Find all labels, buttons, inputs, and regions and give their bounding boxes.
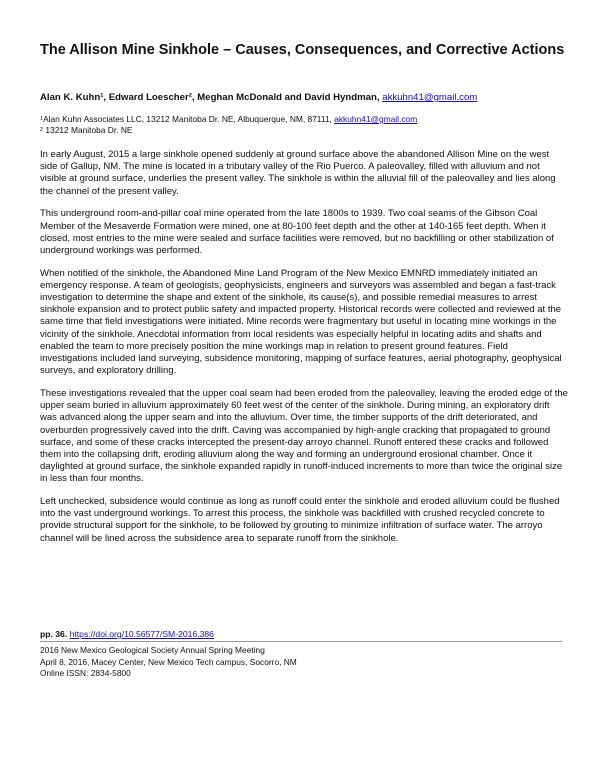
affiliations: [40, 114, 417, 136]
paper-title: The Allison Mine Sinkhole – Causes, Consequences, and Corrective Actions: [40, 42, 565, 58]
paragraph-1: In early August, 2015 a large sinkhole opened suddenly at ground surface above the abandoned Allison Mine on the west side of Gallup, NM. The mine is located in a tributary valley of the Rio Puerco. A paleovalley, filled with alluvium and not visible at ground surface, underlies the present valley. The sinkhole is within the alluvial fill of the paleovalley and lies along the channel of the present valley.: [40, 149, 556, 197]
author-line: Alan K. Kuhn¹, Edward Loescher², Meghan McDonald and David Hyndman, akkuhn41@gmail.com: [40, 92, 478, 103]
affiliation-1-text: Alan Kuhn Associates LLC, 13212 Manitoba Dr. NE, Albuquerque, NM, 87111,: [43, 114, 335, 124]
paragraph-3: When notified of the sinkhole, the Abandoned Mine Land Program of the New Mexico EMNRD immediately initiated an emergency response. A team of geologists, geophysicists, engineers and surveyors was assembled and began a fast-track investigation to determine the shape and extent of the sinkhole, its cause(s), and possible remedial measures to arrest sinkhole expansion and to protect public safety and impacted property. Historical records were collected and reviewed at the same time that field investigations were initiated. Mine records were fragmentary but useful in locating mine workings in the vicinity of the sinkhole. Anecdotal information from local residents was especially helpful in locating adits and shafts and enabled the team to more precisely position the mine workings map in relation to present ground features. Field investigations included land surveying, subsidence monitoring, mapping of surface features, aerial photography, geophysical surveys, and exploratory drilling.: [40, 267, 562, 377]
affiliation-1: [40, 114, 417, 125]
affiliation-2: [40, 125, 417, 136]
footer-meeting-date-location: April 8, 2016, Macey Center, New Mexico Tech campus, Socorro, NM: [40, 656, 297, 667]
paragraph-2: This underground room-and-pillar coal mine operated from the late 1800s to 1939. Two coal seams of the Gibson Coal Member of the Mesaverde Formation were mined, one at 80-100 feet depth and the other at 140-165 feet depth. When it closed, most entries to the mine were sealed and surface facilities were removed, but no backfilling or other stabilization of underground workings was performed.: [40, 208, 554, 256]
affiliation-1-email[interactable]: akkuhn41@gmail.com: [334, 114, 418, 124]
author-names: Alan K. Kuhn¹, Edward Loescher², Meghan McDonald and David Hyndman: [40, 92, 377, 103]
author-email-link[interactable]: akkuhn41@gmail.com: [382, 92, 478, 103]
affiliation-2-text: 13212 Manitoba Dr. NE: [45, 125, 133, 135]
footer-divider: [40, 641, 562, 642]
affiliation-2-mark: 2: [40, 127, 44, 133]
doi-link[interactable]: https://doi.org/10.56577/SM-2016.386: [69, 629, 214, 639]
footer-meeting-name: 2016 New Mexico Geological Society Annual Spring Meeting: [40, 645, 265, 655]
citation-line: [40, 629, 214, 639]
paragraph-4: These investigations revealed that the upper coal seam had been eroded from the paleovalley, leaving the eroded edge of the upper seam buried in alluvium approximately 60 feet west of the center of the sinkhole. During mining, an exploratory drift was advanced along the upper seam and into the alluvium. Over time, the timber supports of the drift deteriorated, and overburden progressively caved into the drift. Caving was accompanied by high-angle cracking that propagated to ground surface, and some of these cracks intercepted the present-day arroyo channel. Runoff entered these cracks and followed them into the collapsing drift, eroding alluvium along the way and forming an underground erosional chamber. Once it daylighted at ground surface, the sinkhole expanded rapidly in runoff-induced increments to more than twice the original size in less than four months.: [40, 387, 568, 485]
footer-issn: Online ISSN: 2834-5800: [40, 668, 131, 678]
abstract-body: [40, 149, 568, 555]
meeting-footer: [40, 645, 297, 680]
affiliation-1-mark: 1: [40, 116, 44, 122]
paragraph-5: Left unchecked, subsidence would continue as long as runoff could enter the sinkhole and eroded alluvium could be flushed into the vast underground workings. To arrest this process, the sinkhole was backfilled with crushed recycled concrete to provide structural support for the sinkhole, to be followed by grouting to minimize infiltration of surface water. The arroyo channel will be lined across the subsidence area to separate runoff from the sinkhole.: [40, 496, 560, 544]
page-number: pp. 36.: [40, 629, 68, 639]
